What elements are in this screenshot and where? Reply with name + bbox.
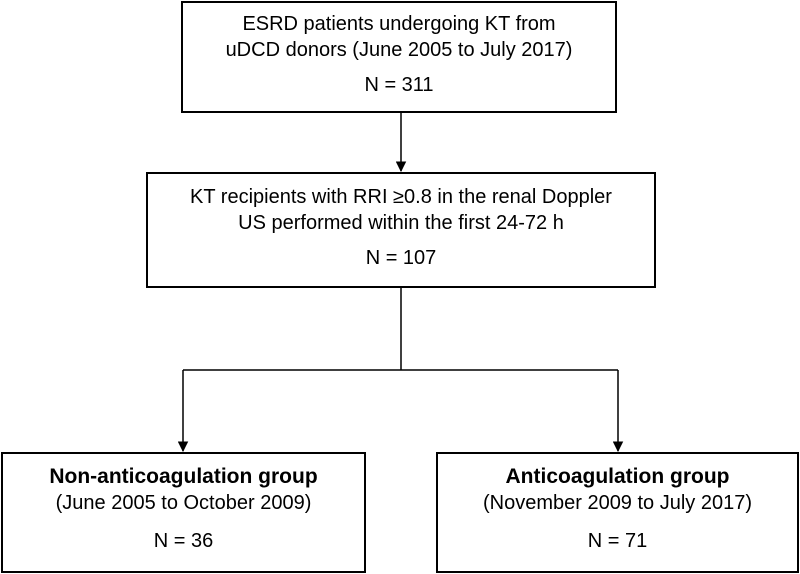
box2-count: N = 107 — [365, 247, 437, 269]
box4-title: Anticoagulation group — [505, 465, 730, 488]
box1-line1: ESRD patients undergoing KT from — [242, 13, 556, 35]
box-esrd-patients — [181, 1, 617, 113]
box4-count: N = 71 — [587, 530, 648, 552]
box-anticoagulation-group — [436, 452, 799, 573]
box2-line1: KT recipients with RRI ≥0.8 in the renal Doppler — [190, 186, 612, 208]
box3-count: N = 36 — [153, 530, 214, 552]
box-kt-recipients — [146, 172, 656, 288]
box3-title: Non-anticoagulation group — [49, 465, 318, 488]
box3-period: (June 2005 to October 2009) — [55, 492, 312, 514]
box2-line2: US performed within the first 24-72 h — [238, 212, 564, 234]
box1-line2: uDCD donors (June 2005 to July 2017) — [225, 39, 573, 61]
box-non-anticoagulation-group — [1, 452, 366, 573]
box4-period: (November 2009 to July 2017) — [482, 492, 753, 514]
box1-count: N = 311 — [364, 74, 434, 96]
